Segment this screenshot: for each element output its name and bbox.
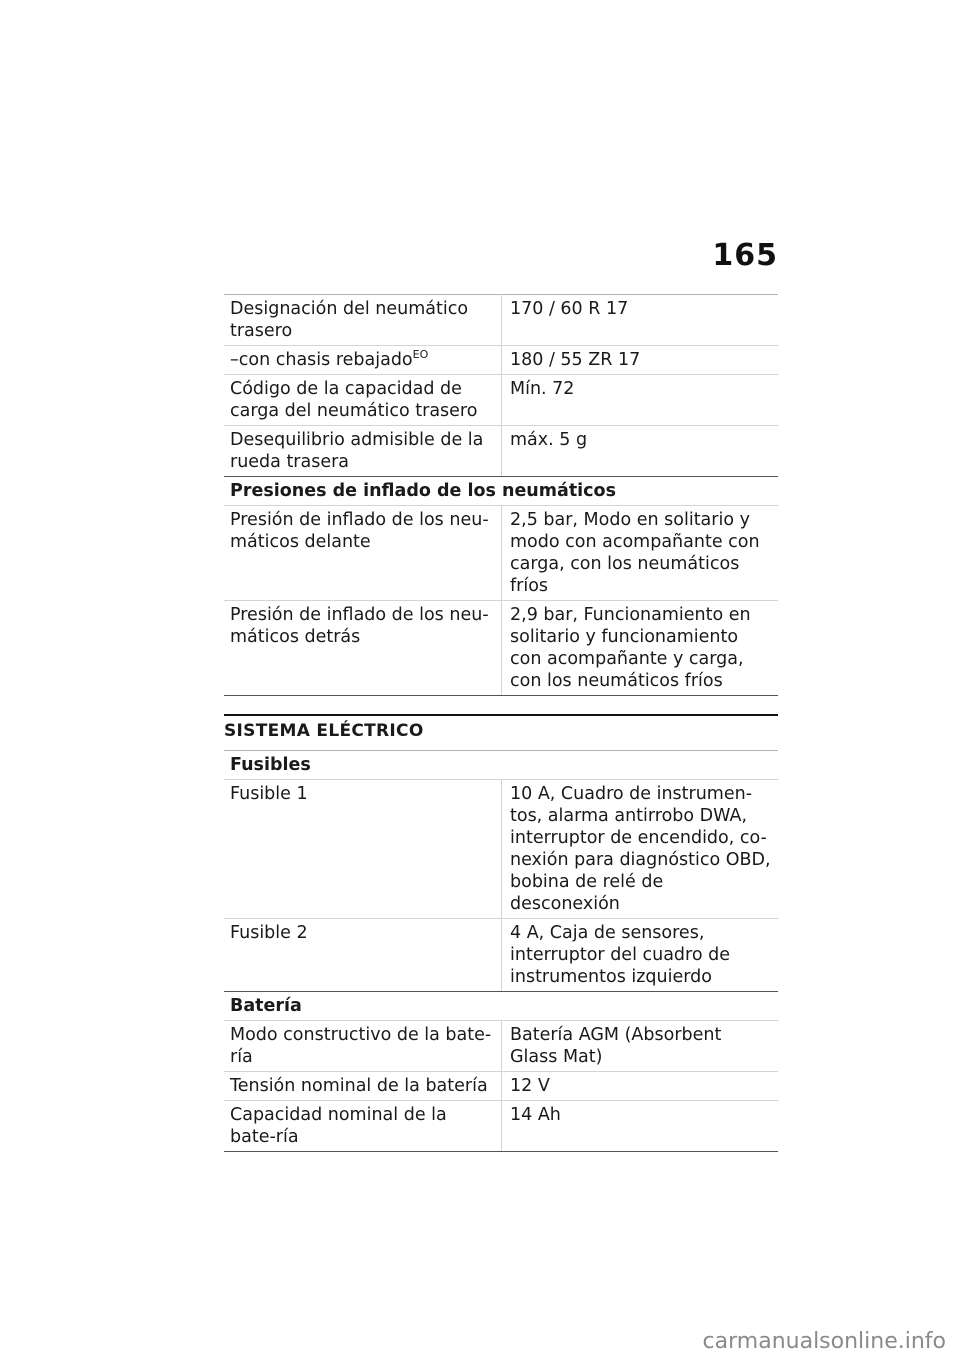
spec-label: –con chasis rebajado: [230, 350, 413, 370]
table-row: [224, 295, 778, 346]
section-heading: SISTEMA ELÉCTRICO: [224, 714, 778, 750]
spec-value: 4 A, Caja de sensores, interruptor del cuadro de instrumentos izquierdo: [502, 919, 779, 992]
electrical-table-wrap: [224, 750, 778, 1152]
table-row: [224, 1101, 778, 1152]
table-row: [224, 426, 778, 477]
spec-value: Batería AGM (Absorbent Glass Mat): [502, 1021, 779, 1072]
table-row: [224, 375, 778, 426]
electrical-spec-table: [224, 751, 778, 1152]
spec-value: 2,5 bar, Modo en solitario y modo con acompañante con carga, con los neumáticos fríos: [502, 506, 779, 601]
spec-label: Presión de inflado de los neu-máticos detrás: [224, 601, 502, 696]
subheading-row: [224, 477, 778, 506]
spec-value: 2,9 bar, Funcionamiento en solitario y funcionamiento con acompañante y carga, con los neumáticos fríos: [502, 601, 779, 696]
spec-label: Designación del neumático trasero: [224, 295, 502, 346]
table-row: [224, 601, 778, 696]
table-row: [224, 780, 778, 919]
table-row: [224, 346, 778, 375]
spec-label: Tensión nominal de la batería: [224, 1072, 502, 1101]
table-row: [224, 506, 778, 601]
spec-label: Modo constructivo de la bate-ría: [224, 1021, 502, 1072]
spec-value: máx. 5 g: [502, 426, 779, 477]
spec-value: Mín. 72: [502, 375, 779, 426]
tire-spec-table: [224, 294, 778, 696]
table-row: [224, 919, 778, 992]
watermark: carmanualsonline.info: [702, 1329, 946, 1354]
table-row: [224, 1021, 778, 1072]
spec-label-cell: [224, 346, 502, 375]
spec-label: Fusible 1: [224, 780, 502, 919]
pressure-subheading: Presiones de inflado de los neumáticos: [224, 477, 778, 506]
spec-value: 12 V: [502, 1072, 779, 1101]
spec-label-superscript: EO: [412, 348, 429, 362]
spec-value: 180 / 55 ZR 17: [502, 346, 779, 375]
subheading-row: [224, 751, 778, 780]
spec-label: Código de la capacidad de carga del neumático trasero: [224, 375, 502, 426]
subheading-row: [224, 992, 778, 1021]
spec-value: 170 / 60 R 17: [502, 295, 779, 346]
table-row: [224, 1072, 778, 1101]
fuses-subheading: Fusibles: [224, 751, 778, 780]
spec-label: Desequilibrio admisible de la rueda trasera: [224, 426, 502, 477]
spec-label: Presión de inflado de los neu-máticos delante: [224, 506, 502, 601]
page-number: 165: [712, 238, 778, 273]
spec-value: 10 A, Cuadro de instrumen-tos, alarma antirrobo DWA, interruptor de encendido, co-nexión para diagnóstico OBD, bobina de relé de desconexión: [502, 780, 779, 919]
spec-label: Fusible 2: [224, 919, 502, 992]
spec-label: Capacidad nominal de la bate-ría: [224, 1101, 502, 1152]
battery-subheading: Batería: [224, 992, 778, 1021]
spec-value: 14 Ah: [502, 1101, 779, 1152]
page-content: [224, 294, 778, 1152]
